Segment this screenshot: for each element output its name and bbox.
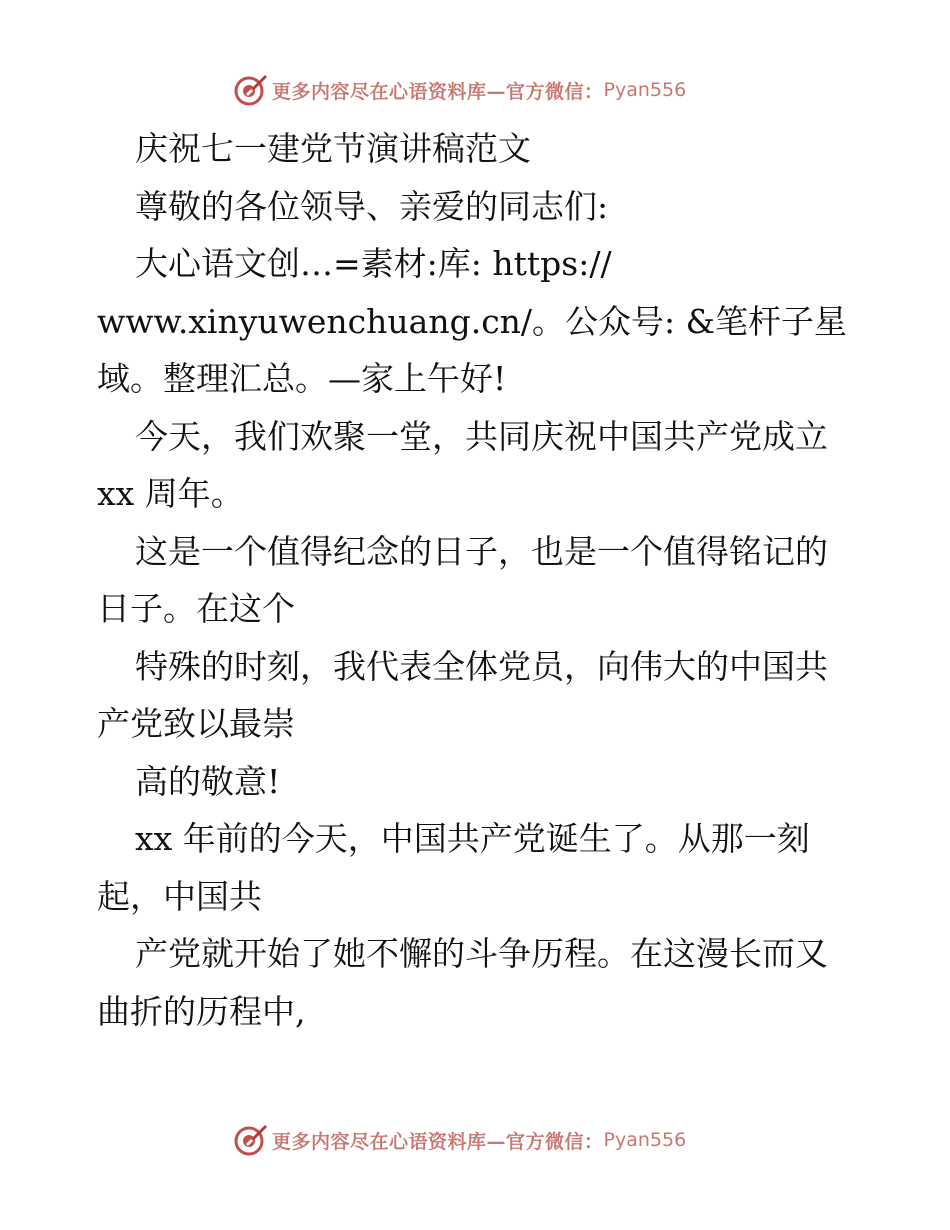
text-line: 特殊的时刻，我代表全体党员，向伟大的中国共 [135, 646, 828, 686]
footer-wechat-id: Pyan556 [603, 1129, 687, 1151]
text-line: 起，中国共 [97, 876, 262, 916]
pen-logo-icon [232, 72, 268, 108]
text-line: 域。整理汇总。—家上午好! [97, 359, 507, 398]
header-banner-text: 更多内容尽在心语资料库—官方微信： [272, 80, 604, 103]
header-banner [232, 70, 686, 110]
footer-banner [232, 1120, 686, 1160]
text-line: xx 周年。 [97, 474, 244, 513]
document-title: 庆祝七一建党节演讲稿范文 [135, 129, 531, 168]
text-line: www.xinyuwenchuang.cn/。公众号: &笔杆子星 [97, 301, 848, 341]
document-body [97, 120, 857, 1040]
text-line: 大心语文创…=素材:库: https:// [135, 244, 612, 283]
text-line: 这是一个值得纪念的日子，也是一个值得铭记的 [135, 531, 828, 571]
text-line: 产党致以最崇 [97, 704, 295, 743]
pen-logo-icon [232, 1122, 268, 1158]
text-line: 曲折的历程中, [97, 991, 306, 1031]
text-line: 高的敬意! [135, 761, 281, 801]
text-line: 今天，我们欢聚一堂，共同庆祝中国共产党成立 [135, 416, 828, 456]
text-line: xx 年前的今天，中国共产党诞生了。从那一刻 [135, 819, 810, 858]
salutation-line: 尊敬的各位领导、亲爱的同志们: [135, 186, 609, 226]
text-line: 日子。在这个 [97, 589, 295, 628]
footer-banner-text: 更多内容尽在心语资料库—官方微信： [272, 1130, 604, 1153]
header-wechat-id: Pyan556 [603, 79, 687, 101]
text-line: 产党就开始了她不懈的斗争历程。在这漫长而又 [135, 934, 828, 973]
